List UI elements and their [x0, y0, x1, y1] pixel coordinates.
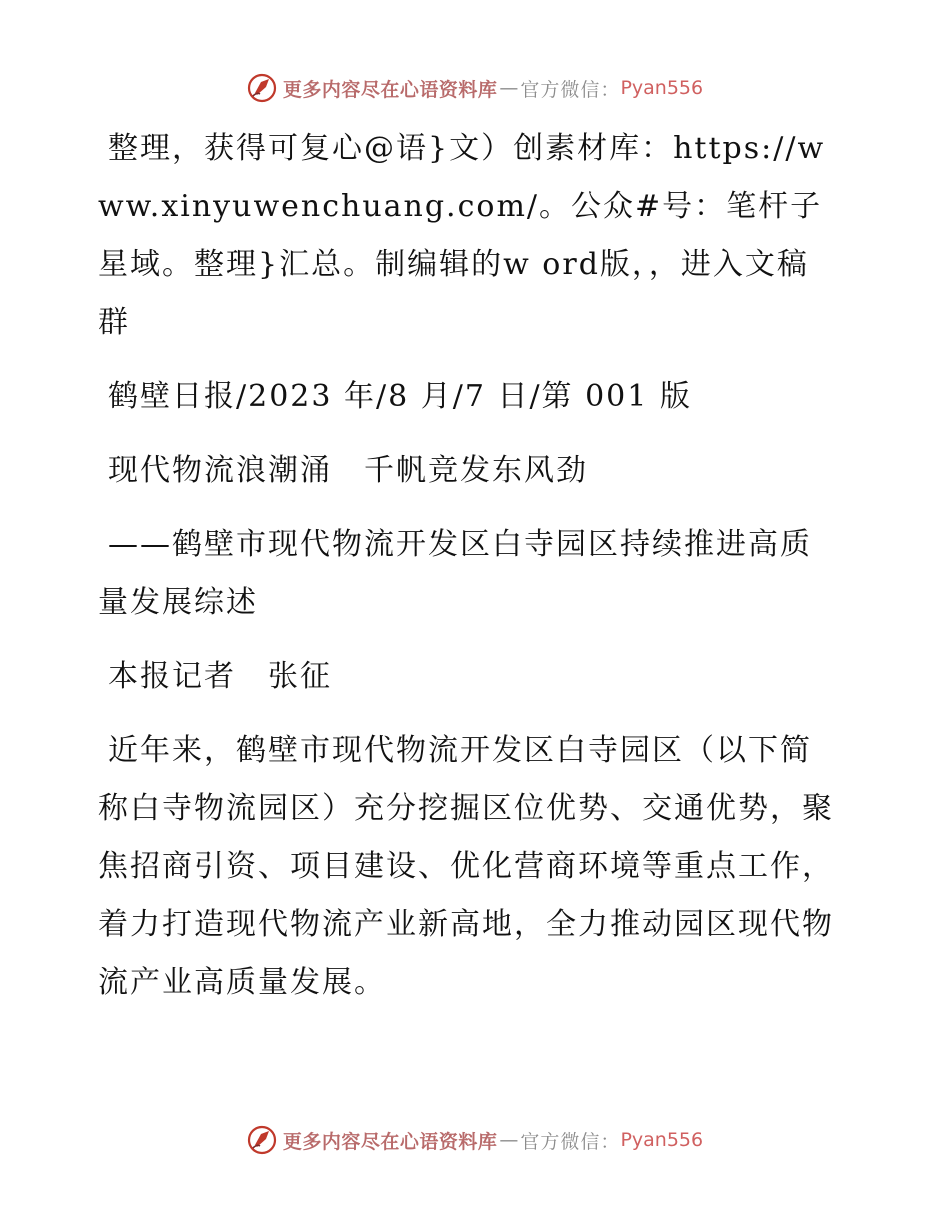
banner-main-text: 更多内容尽在心语资料库 [282, 78, 498, 101]
watermark-banner-top [0, 68, 950, 108]
dateline: 鹤壁日报/2023 年/8 月/7 日/第 001 版 [108, 379, 692, 414]
banner-wechat-id: Pyan556 [620, 77, 704, 99]
banner-dash: — [499, 77, 519, 99]
document-body [98, 120, 838, 1028]
banner-wechat-label: 官方微信： [520, 78, 621, 101]
brand-logo-icon [247, 1125, 277, 1155]
banner-wechat-label: 官方微信： [520, 1130, 621, 1153]
byline: 本报记者 张征 [108, 659, 332, 694]
brand-logo-icon [247, 73, 277, 103]
intro-paragraph: 整理，获得可复心@语}文）创素材库：https://www.xinyuwenchuang.com/。公众#号：笔杆子星域。整理}汇总。制编辑的w ord版，，进入文稿群 [98, 131, 826, 340]
body-paragraph: 近年来，鹤壁市现代物流开发区白寺园区（以下简称白寺物流园区）充分挖掘区位优势、交通优势，聚焦招商引资、项目建设、优化营商环境等重点工作，着力打造现代物流产业新高地，全力推动园区现代物流产业高质量发展。 [98, 733, 834, 1000]
banner-main-text: 更多内容尽在心语资料库 [282, 1130, 498, 1153]
banner-dash: — [499, 1129, 519, 1151]
headline: 现代物流浪潮涌 千帆竞发东风劲 [108, 453, 588, 488]
banner-wechat-id: Pyan556 [620, 1129, 704, 1151]
watermark-banner-bottom [0, 1120, 950, 1160]
subheadline: ——鹤壁市现代物流开发区白寺园区持续推进高质量发展综述 [98, 527, 812, 620]
